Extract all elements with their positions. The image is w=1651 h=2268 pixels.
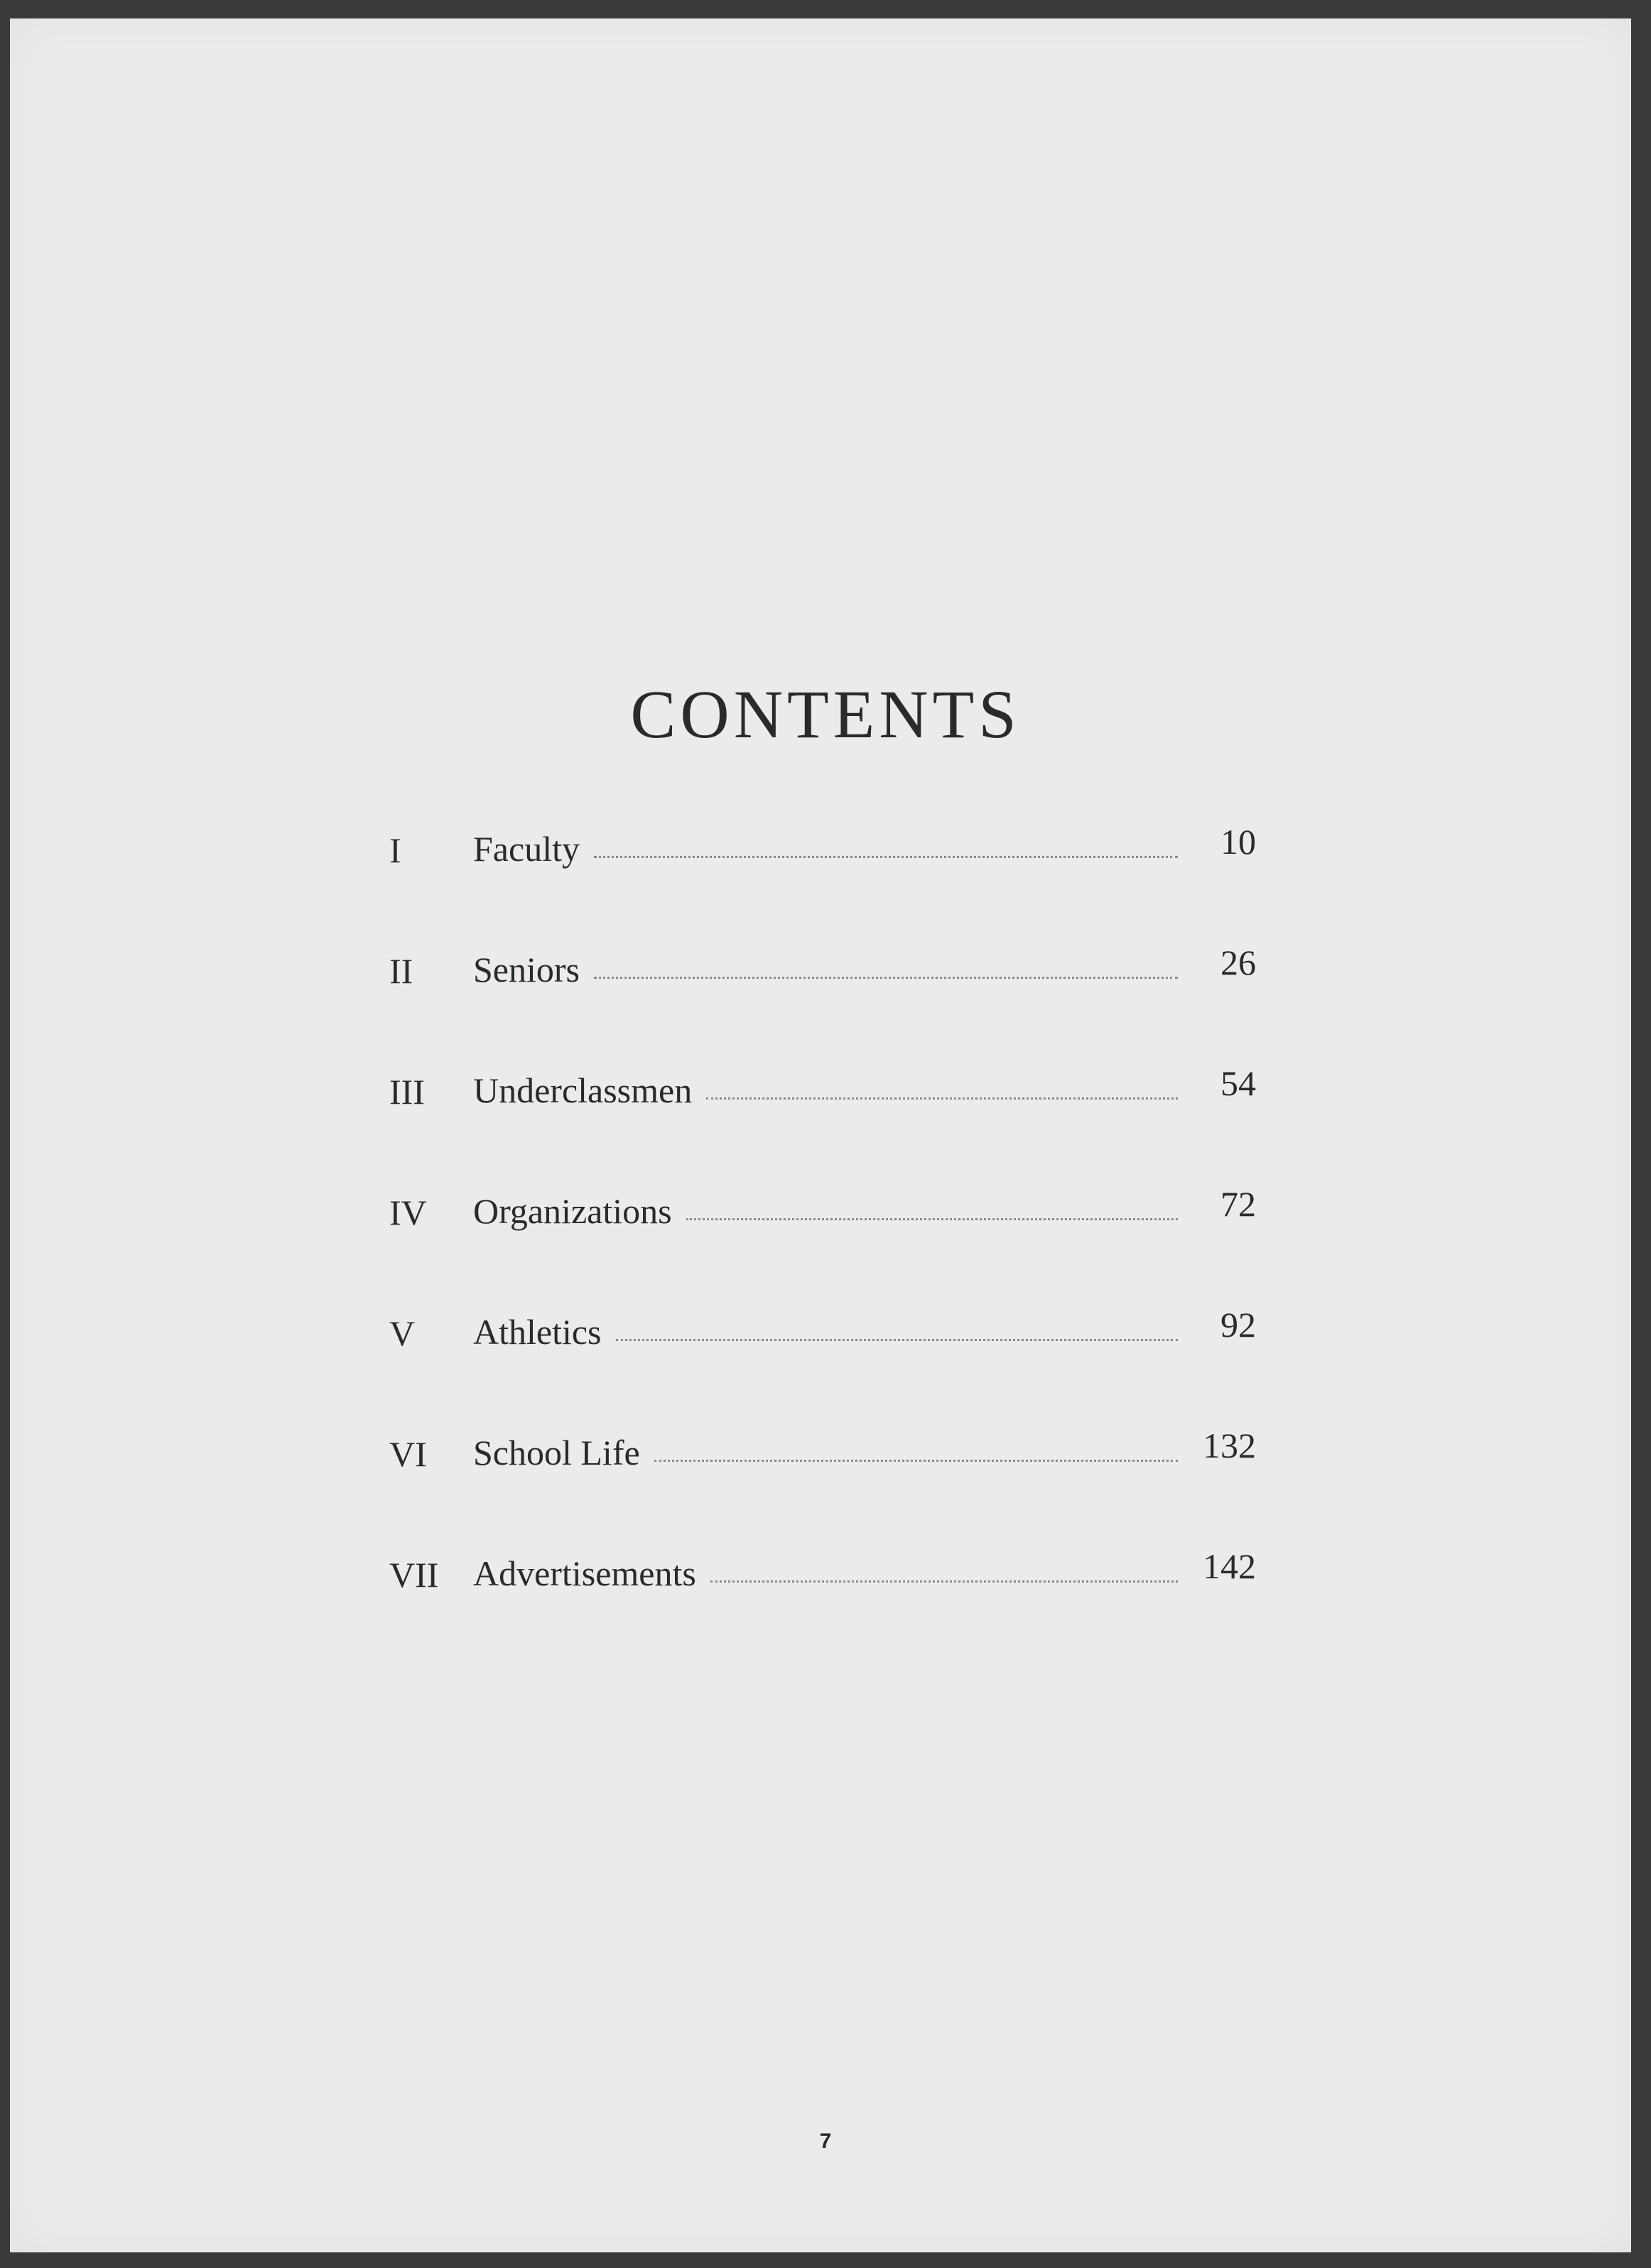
toc-numeral: VI [389,1434,427,1474]
toc-page-number: 54 [1220,1063,1256,1103]
page-title: CONTENTS [630,676,1021,752]
toc-numeral: III [389,1072,425,1112]
toc-label: School Life [473,1433,640,1472]
toc-entry-faculty [389,824,1256,945]
toc-numeral: IV [389,1193,427,1232]
toc-entry-athletics [389,1307,1256,1428]
scan-border-right [1631,0,1651,2268]
toc-label: Seniors [473,950,580,989]
page-number-footer: 7 [819,2129,832,2153]
toc-label: Athletics [473,1312,602,1352]
toc-entry-school-life [389,1428,1256,1548]
scan-border-bottom [0,2252,1651,2268]
dot-leader [686,1217,1178,1220]
toc-label: Advertisements [473,1553,696,1593]
toc-page-number: 142 [1203,1546,1256,1586]
dot-leader [594,855,1178,858]
toc-page-number: 132 [1203,1426,1256,1465]
toc-entry-underclassmen [389,1065,1256,1186]
toc-page-number: 92 [1220,1305,1256,1345]
toc-label: Organizations [473,1191,672,1231]
table-of-contents [389,824,1256,1669]
toc-page-number: 72 [1220,1184,1256,1224]
toc-numeral: I [389,830,401,870]
toc-numeral: VII [389,1555,439,1595]
dot-leader [654,1459,1178,1462]
dot-leader [710,1580,1178,1583]
toc-label: Underclassmen [473,1070,693,1110]
toc-page-number: 26 [1220,943,1256,982]
toc-label: Faculty [473,829,580,869]
toc-numeral: V [389,1313,416,1353]
toc-numeral: II [389,951,413,991]
toc-entry-advertisements [389,1548,1256,1669]
toc-page-number: 10 [1220,822,1256,862]
dot-leader [594,976,1178,979]
toc-entry-seniors [389,945,1256,1065]
toc-entry-organizations [389,1186,1256,1307]
dot-leader [616,1338,1178,1341]
dot-leader [706,1097,1178,1100]
